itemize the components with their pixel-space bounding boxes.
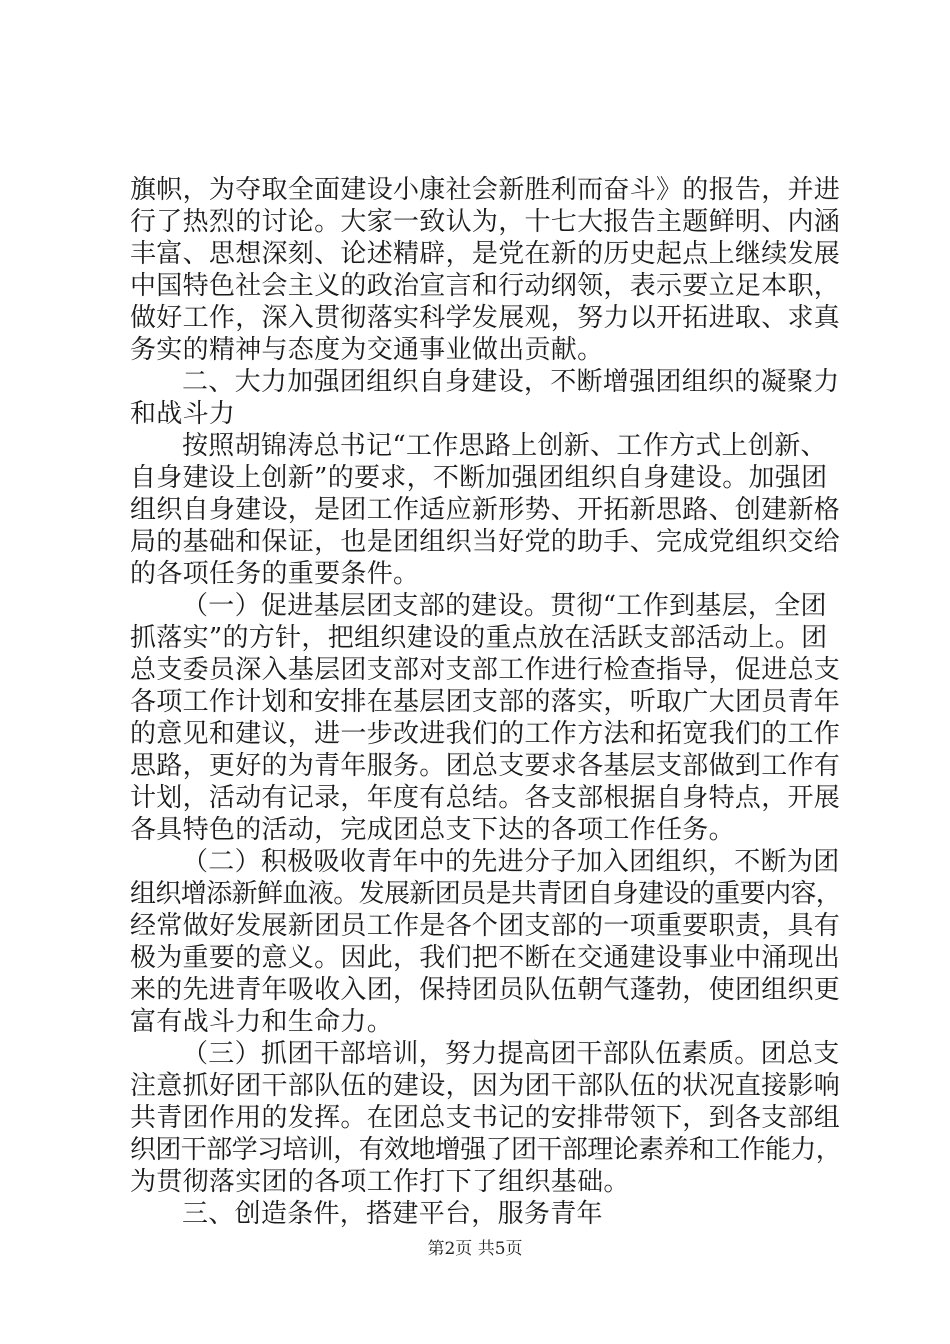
subsection-line: （三）抓团干部培训，努力提高团干部队伍素质。团总支	[182, 1039, 840, 1069]
text-line: 组织增添新鲜血液。发展新团员是共青团自身建设的重要内容，	[130, 879, 842, 909]
text-line: 富有战斗力和生命力。	[130, 1007, 394, 1037]
page-number-footer: 第2页 共5页	[427, 1239, 523, 1259]
text-line: 局的基础和保证，也是团组织当好党的助手、完成党组织交给	[130, 527, 841, 557]
text-line: 务实的精神与态度为交通事业做出贡献。	[130, 335, 604, 365]
text-line: 的意见和建议，进一步改进我们的工作方法和拓宽我们的工作	[130, 719, 841, 749]
text-line: 抓落实”的方针，把组织建设的重点放在活跃支部活动上。团	[130, 623, 828, 653]
text-line: 计划，活动有记录，年度有总结。各支部根据自身特点，开展	[130, 783, 841, 813]
text-line: 各具特色的活动，完成团总支下达的各项工作任务。	[130, 815, 735, 845]
text-line: 旗帜，为夺取全面建设小康社会新胜利而奋斗》的报告，并进	[130, 175, 841, 205]
text-line: 注意抓好团干部队伍的建设，因为团干部队伍的状况直接影响	[130, 1071, 841, 1101]
text-line: 为贯彻落实团的各项工作打下了组织基础。	[130, 1167, 630, 1197]
text-line: 极为重要的意义。因此，我们把不断在交通建设事业中涌现出	[130, 943, 841, 973]
document-body	[130, 174, 840, 1230]
text-line: 做好工作，深入贯彻落实科学发展观，努力以开拓进取、求真	[130, 303, 841, 333]
text-line: 织团干部学习培训，有效地增强了团干部理论素养和工作能力，	[130, 1135, 842, 1165]
text-line: 各项工作计划和安排在基层团支部的落实，听取广大团员青年	[130, 687, 841, 717]
text-line: 行了热烈的讨论。大家一致认为，十七大报告主题鲜明、内涵	[130, 207, 841, 237]
text-line: 自身建设上创新”的要求，不断加强团组织自身建设。加强团	[130, 463, 828, 493]
section-heading: 三、创造条件，搭建平台，服务青年	[182, 1199, 603, 1229]
text-line: 总支委员深入基层团支部对支部工作进行检查指导，促进总支	[130, 655, 841, 685]
text-line: 中国特色社会主义的政治宣言和行动纲领，表示要立足本职，	[130, 271, 841, 301]
text-line: 的各项任务的重要条件。	[130, 559, 420, 589]
subsection-line: （二）积极吸收青年中的先进分子加入团组织，不断为团	[182, 847, 840, 877]
text-line: 共青团作用的发挥。在团总支书记的安排带领下，到各支部组	[130, 1103, 841, 1133]
text-line: 按照胡锦涛总书记“工作思路上创新、工作方式上创新、	[182, 431, 827, 461]
text-line: 来的先进青年吸收入团，保持团员队伍朝气蓬勃，使团组织更	[130, 975, 841, 1005]
text-line: 组织自身建设，是团工作适应新形势、开拓新思路、创建新格	[130, 495, 841, 525]
text-line: 经常做好发展新团员工作是各个团支部的一项重要职责，具有	[130, 911, 841, 941]
text-line: 思路，更好的为青年服务。团总支要求各基层支部做到工作有	[130, 751, 841, 781]
subsection-line: （一）促进基层团支部的建设。贯彻“工作到基层，全团	[182, 591, 827, 621]
section-heading: 二、大力加强团组织自身建设，不断增强团组织的凝聚力	[182, 367, 840, 397]
text-line: 丰富、思想深刻、论述精辟，是党在新的历史起点上继续发展	[130, 239, 841, 269]
section-heading-continued: 和战斗力	[130, 399, 236, 429]
